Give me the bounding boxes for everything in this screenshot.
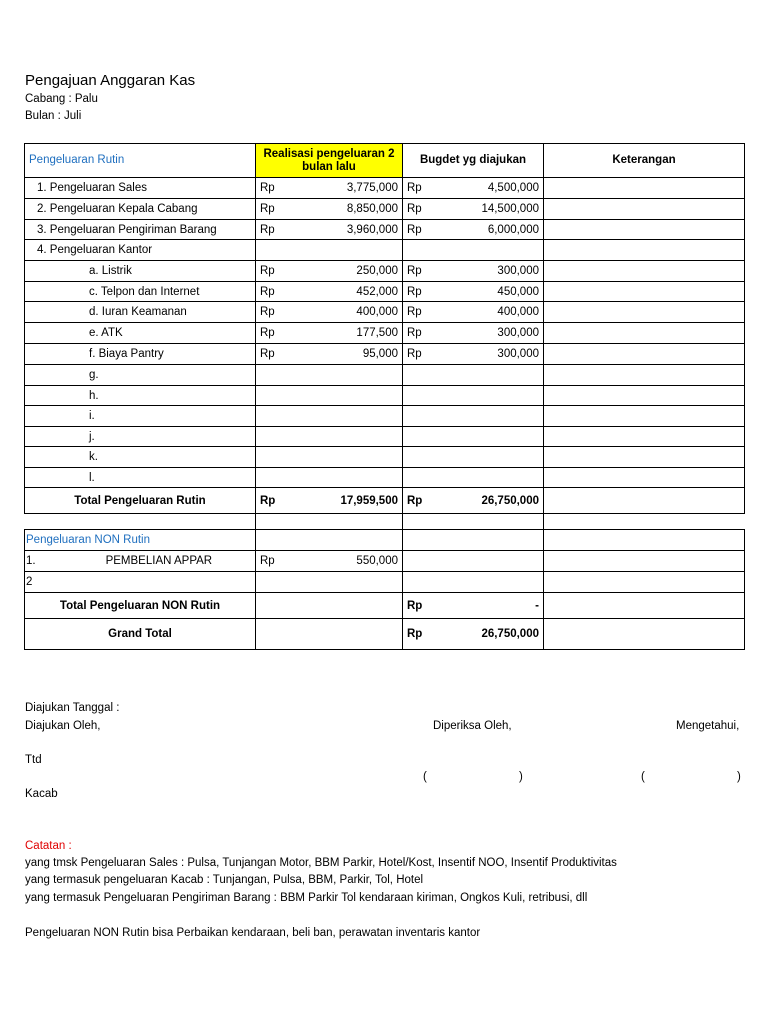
currency-label: Rp: [407, 494, 423, 507]
amount-value: 300,000: [497, 265, 539, 277]
row-label: 3. Pengeluaran Pengiriman Barang: [37, 223, 217, 236]
currency-label: Rp: [260, 223, 275, 236]
total-nonroutine-row: [25, 593, 745, 619]
branch-label: Cabang : Palu: [25, 93, 98, 105]
col-header-item: Pengeluaran Rutin: [25, 144, 256, 178]
amount-value: 450,000: [497, 285, 539, 298]
amount-value: 3,775,000: [346, 182, 398, 194]
amount-value: 14,500,000: [481, 203, 539, 215]
amount-value: 8,850,000: [346, 203, 398, 215]
currency-label: Rp: [260, 555, 275, 567]
currency-label: Rp: [260, 285, 275, 298]
amount-value: -: [535, 599, 539, 612]
table-row: [25, 344, 745, 365]
currency-label: Rp: [407, 203, 422, 215]
currency-label: Rp: [407, 599, 423, 612]
note-nonroutine: Pengeluaran NON Rutin bisa Perbaikan kendaraan, beli ban, perawatan inventaris kantor: [25, 927, 481, 939]
currency-label: Rp: [407, 182, 422, 194]
amount-value: 4,500,000: [487, 182, 539, 194]
checked-by-label: Diperiksa Oleh,: [433, 720, 512, 732]
row-label: d. Iuran Keamanan: [89, 306, 187, 318]
col-header-budget: Bugdet yg diajukan: [403, 144, 544, 178]
currency-label: Rp: [407, 223, 422, 236]
amount-value: 26,750,000: [481, 628, 539, 640]
amount-value: 3,960,000: [346, 223, 398, 236]
total-routine-row: [25, 488, 745, 514]
currency-label: Rp: [407, 265, 422, 277]
amount-value: 26,750,000: [481, 494, 539, 507]
total-label: Total Pengeluaran NON Rutin: [59, 599, 221, 612]
row-label: 1. Pengeluaran Sales: [37, 182, 147, 194]
table-row: [25, 199, 745, 220]
amount-value: 452,000: [356, 285, 398, 298]
table-row: [25, 447, 745, 468]
row-label: k.: [89, 451, 98, 463]
table-row: [25, 551, 745, 572]
amount-value: 17,959,500: [340, 494, 398, 507]
amount-value: 300,000: [497, 348, 539, 360]
amount-value: 95,000: [362, 348, 398, 360]
amount-value: 6,000,000: [487, 223, 539, 236]
row-label: f. Biaya Pantry: [89, 348, 164, 360]
submitted-date-label: Diajukan Tanggal :: [25, 702, 120, 714]
currency-label: Rp: [407, 306, 422, 318]
row-label: e. ATK: [89, 327, 123, 339]
table-row: [25, 323, 745, 344]
signature-ttd: Ttd: [25, 754, 42, 766]
amount-value: 400,000: [356, 306, 398, 318]
currency-label: Rp: [407, 348, 422, 360]
table-row: [25, 178, 745, 199]
acknowledged-label: Mengetahui,: [676, 720, 740, 732]
table-row: [25, 365, 745, 386]
row-label: g.: [89, 369, 99, 381]
currency-label: Rp: [407, 285, 422, 298]
col-header-keterangan: Keterangan: [544, 144, 745, 178]
currency-label: Rp: [260, 203, 275, 215]
row-label: 2. Pengeluaran Kepala Cabang: [37, 203, 198, 215]
currency-label: Rp: [260, 306, 275, 318]
currency-label: Rp: [260, 348, 275, 360]
table-row: [25, 220, 745, 240]
table-row: [25, 302, 745, 323]
table-row: [25, 572, 745, 593]
currency-label: Rp: [260, 494, 276, 507]
currency-label: Rp: [407, 628, 423, 640]
note-line: yang tmsk Pengeluaran Sales : Pulsa, Tunjangan Motor, BBM Parkir, Hotel/Kost, Insentif NOO, Insentif Produktivitas: [25, 857, 617, 869]
acknowledger-paren-close: ): [737, 771, 741, 783]
grand-total-row: [25, 619, 745, 650]
month-label: Bulan : Juli: [25, 110, 82, 122]
row-number: 1.: [26, 555, 36, 567]
amount-value: 300,000: [497, 327, 539, 339]
row-label: l.: [89, 471, 95, 484]
spacer-row: [25, 514, 745, 529]
checker-paren-close: ): [519, 771, 523, 783]
row-label: c. Telpon dan Internet: [89, 285, 200, 298]
row-label: PEMBELIAN APPAR: [105, 555, 213, 567]
kacab-label: Kacab: [25, 788, 58, 800]
row-label: a. Listrik: [89, 265, 132, 277]
page-title: Pengajuan Anggaran Kas: [25, 72, 196, 89]
table-row: [25, 240, 745, 261]
table-row: [25, 468, 745, 488]
amount-value: 400,000: [497, 306, 539, 318]
currency-label: Rp: [407, 327, 422, 339]
checker-paren-open: (: [423, 771, 427, 783]
currency-label: Rp: [260, 327, 275, 339]
total-label: Total Pengeluaran Rutin: [74, 494, 206, 507]
amount-value: 177,500: [356, 327, 398, 339]
acknowledger-paren-open: (: [641, 771, 645, 783]
row-label: j.: [89, 430, 95, 443]
row-label: 4. Pengeluaran Kantor: [37, 244, 153, 256]
table-row: [25, 261, 745, 282]
table-row: [25, 282, 745, 302]
table-header-row: [25, 144, 745, 178]
col-header-realisasi: Realisasi pengeluaran 2 bulan lalu: [256, 144, 403, 178]
currency-label: Rp: [260, 182, 275, 194]
amount-value: 250,000: [356, 265, 398, 277]
note-line: yang termasuk Pengeluaran Pengiriman Barang : BBM Parkir Tol kendaraan kiriman, Ongkos Kuli, retribusi, dll: [25, 892, 588, 904]
table-row: [25, 406, 745, 427]
table-row: [25, 427, 745, 447]
amount-value: 550,000: [356, 555, 398, 567]
col-header-nonroutine: Pengeluaran NON Rutin: [25, 530, 256, 551]
grand-total-label: Grand Total: [108, 628, 172, 640]
notes-heading: Catatan :: [25, 840, 72, 852]
row-number: 2: [26, 576, 33, 588]
table-row: [25, 386, 745, 406]
currency-label: Rp: [260, 265, 275, 277]
submitted-by-label: Diajukan Oleh,: [25, 720, 101, 732]
table-header-row: [25, 530, 745, 551]
routine-expense-table: [24, 143, 745, 529]
note-line: yang termasuk pengeluaran Kacab : Tunjangan, Pulsa, BBM, Parkir, Tol, Hotel: [25, 874, 424, 886]
row-label: i.: [89, 410, 95, 422]
row-label: h.: [89, 389, 99, 402]
nonroutine-expense-table: [24, 529, 745, 650]
